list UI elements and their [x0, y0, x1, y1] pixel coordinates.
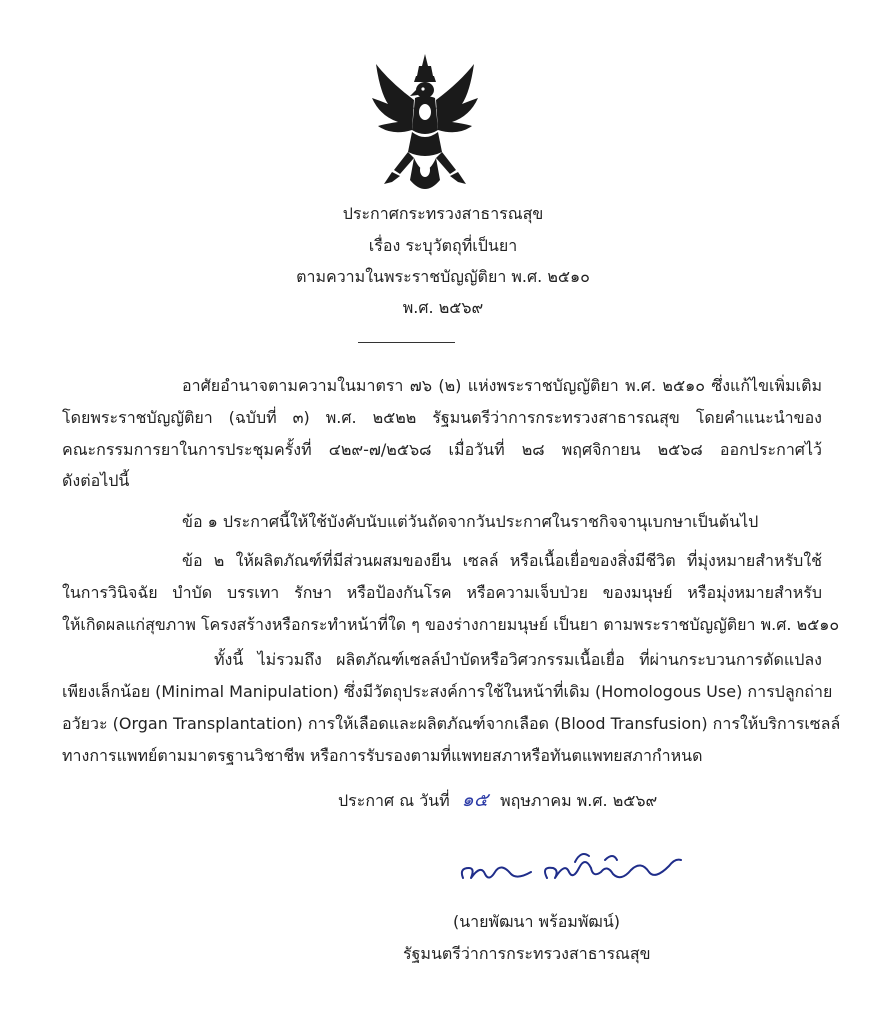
title-divider	[358, 342, 455, 343]
exclusion-line: เพียงเล็กน้อย (Minimal Manipulation) ซึ่งมีวัตถุประสงค์การใช้ในหน้าที่เดิม (Homologous Use) การปลูกถ่าย	[62, 682, 833, 701]
header-year: พ.ศ. ๒๕๖๙	[402, 298, 484, 317]
header-law-reference: ตามความในพระราชบัญญัติยา พ.ศ. ๒๕๑๐	[296, 267, 590, 286]
header-line-1: ประกาศกระทรวงสาธารณสุข	[342, 204, 544, 223]
date-line	[338, 790, 657, 811]
preamble-line: อาศัยอำนาจตามความในมาตรา ๗๖ (๒) แห่งพระราชบัญญัติยา พ.ศ. ๒๕๑๐ ซึ่งแก้ไขเพิ่มเติม	[182, 376, 822, 395]
exclusion-line: ทางการแพทย์ตามมาตรฐานวิชาชีพ หรือการรับรองตามที่แพทยสภาหรือทันตแพทยสภากำหนด	[62, 746, 703, 765]
preamble-line: โดยพระราชบัญญัติยา (ฉบับที่ ๓) พ.ศ. ๒๕๒๒ รัฐมนตรีว่าการกระทรวงสาธารณสุข โดยคำแนะนำของ	[62, 408, 822, 427]
signatory-name: (นายพัฒนา พร้อมพัฒน์)	[453, 912, 621, 931]
header-subject: เรื่อง ระบุวัตถุที่เป็นยา	[368, 236, 518, 255]
preamble-line: ดังต่อไปนี้	[62, 471, 130, 490]
date-prefix: ประกาศ ณ วันที่	[338, 791, 450, 810]
handwritten-signature	[455, 838, 685, 898]
clause-2-line: ข้อ ๒ ให้ผลิตภัณฑ์ที่มีส่วนผสมของยีน เซลล์ หรือเนื้อเยื่อของสิ่งมีชีวิต ที่มุ่งหมายสำหรับใช้	[182, 551, 822, 570]
clause-2-line: ให้เกิดผลแก่สุขภาพ โครงสร้างหรือกระทำหน้าที่ใด ๆ ของร่างกายมนุษย์ เป็นยา ตามพระราชบัญญัติยา พ.ศ. ๒๕๑๐	[62, 615, 840, 634]
date-suffix: พฤษภาคม พ.ศ. ๒๕๖๙	[500, 791, 658, 810]
clause-1: ข้อ ๑ ประกาศนี้ให้ใช้บังคับนับแต่วันถัดจากวันประกาศในราชกิจจานุเบกษาเป็นต้นไป	[182, 512, 759, 531]
garuda-emblem-icon	[370, 52, 480, 202]
exclusion-line: อวัยวะ (Organ Transplantation) การให้เลือดและผลิตภัณฑ์จากเลือด (Blood Transfusion) การให้บริการเซลล์	[62, 714, 841, 733]
preamble-line: คณะกรรมการยาในการประชุมครั้งที่ ๔๒๙-๗/๒๕๖๘ เมื่อวันที่ ๒๘ พฤศจิกายน ๒๕๖๘ ออกประกาศไว้	[62, 440, 822, 459]
signatory-title: รัฐมนตรีว่าการกระทรวงสาธารณสุข	[403, 944, 651, 963]
clause-2-line: ในการวินิจฉัย บำบัด บรรเทา รักษา หรือป้องกันโรค หรือความเจ็บป่วย ของมนุษย์ หรือมุ่งหมายสำหรับ	[62, 583, 822, 602]
date-day: ๑๕	[461, 789, 489, 811]
exclusion-line: ทั้งนี้ ไม่รวมถึง ผลิตภัณฑ์เซลล์บำบัดหรือวิศวกรรมเนื้อเยื่อ ที่ผ่านกระบวนการดัดแปลง	[214, 650, 822, 669]
